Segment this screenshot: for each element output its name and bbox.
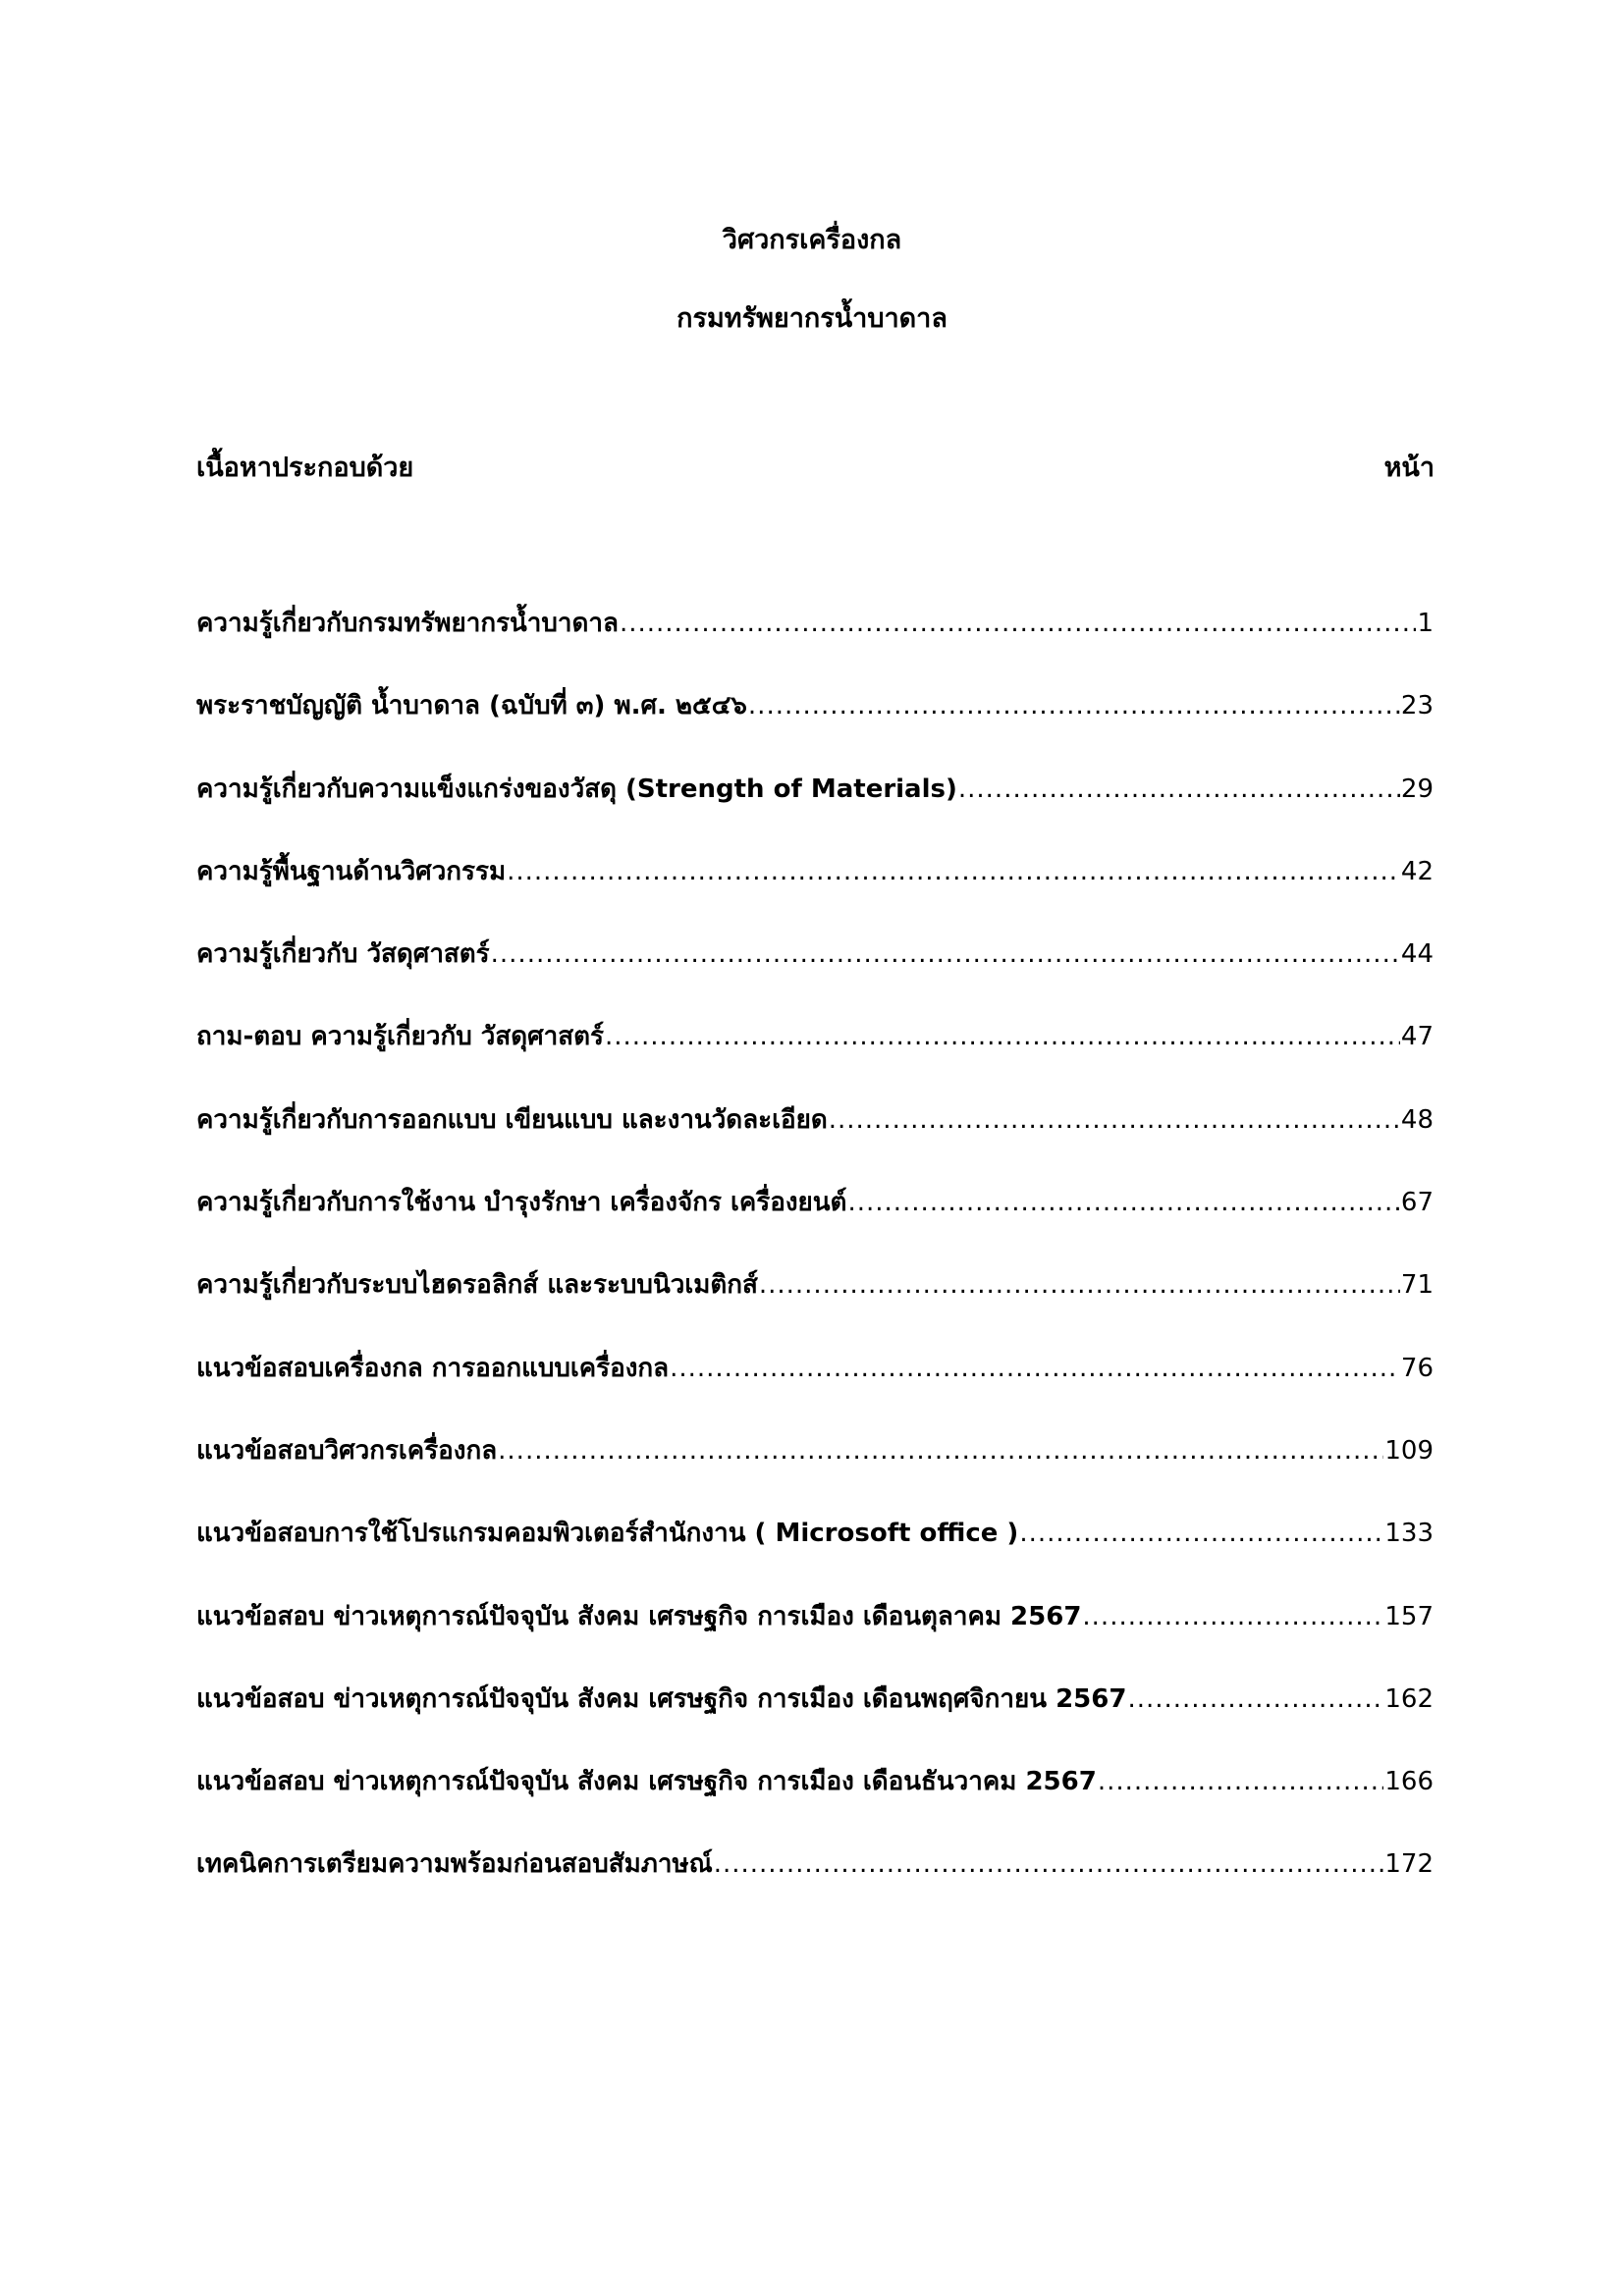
toc-entry-title: พระราชบัญญัติ น้ำบาดาล (ฉบับที่ ๓) พ.ศ. ๒๕๔๖	[196, 691, 747, 721]
dot-leader	[507, 857, 1400, 886]
document-title: วิศวกรเครื่องกล	[722, 225, 902, 255]
toc-entry-page-number: 157	[1384, 1601, 1434, 1631]
dot-leader	[1127, 1684, 1383, 1714]
dot-leader	[670, 1354, 1400, 1383]
dot-leader	[714, 1849, 1384, 1879]
toc-entry-title: ความรู้พื้นฐานด้านวิศวกรรม	[196, 856, 507, 886]
toc-entry-page-number: 109	[1384, 1435, 1434, 1466]
toc-entry-title: ความรู้เกี่ยวกับกรมทรัพยากรน้ำบาดาล	[196, 609, 619, 638]
page-column-heading: หน้า	[1383, 453, 1435, 483]
dot-leader	[605, 1022, 1400, 1051]
toc-entry[interactable]	[196, 1596, 1434, 1679]
toc-entry-page-number: 42	[1400, 856, 1434, 886]
toc-entry-page-number: 29	[1400, 774, 1434, 804]
dot-leader	[498, 1436, 1383, 1466]
toc-entry[interactable]	[196, 603, 1434, 685]
toc-entry[interactable]	[196, 1348, 1434, 1430]
toc-entry-page-number: 76	[1400, 1353, 1434, 1383]
toc-entry-page-number: 67	[1400, 1188, 1434, 1218]
toc-entry[interactable]	[196, 1761, 1434, 1843]
toc-entry-page-number: 172	[1384, 1849, 1434, 1880]
toc-entry[interactable]	[196, 685, 1434, 768]
toc-entry-page-number: 1	[1417, 609, 1434, 638]
dot-leader	[1019, 1519, 1383, 1548]
toc-entry-title: แนวข้อสอบการใช้โปรแกรมคอมพิวเตอร์สำนักงาน ( Microsoft office )	[196, 1519, 1019, 1549]
toc-entry-title: แนวข้อสอบวิศวกรเครื่องกล	[196, 1435, 498, 1466]
document-subtitle: กรมทรัพยากรน้ำบาดาล	[677, 303, 947, 334]
toc-entry-title: เทคนิคการเตรียมความพร้อมก่อนสอบสัมภาษณ์	[196, 1849, 713, 1880]
dot-leader	[829, 1105, 1400, 1135]
toc-entry[interactable]	[196, 1430, 1434, 1513]
toc-entry-page-number: 47	[1400, 1022, 1434, 1052]
toc-entry-title: ความรู้เกี่ยวกับการใช้งาน บำรุงรักษา เครื่องจักร เครื่องยนต์	[196, 1188, 847, 1218]
toc-entry-page-number: 166	[1384, 1767, 1434, 1797]
toc-entry[interactable]	[196, 769, 1434, 851]
toc-entry[interactable]	[196, 1182, 1434, 1264]
dot-leader	[620, 609, 1417, 638]
toc-entry[interactable]	[196, 1679, 1434, 1761]
toc-entry[interactable]	[196, 1016, 1434, 1098]
toc-entry[interactable]	[196, 1843, 1434, 1926]
toc-entry-title: ความรู้เกี่ยวกับความแข็งแกร่งของวัสดุ (Strength of Materials)	[196, 774, 957, 804]
contents-heading: เนื้อหาประกอบด้วย	[196, 453, 414, 483]
dot-leader	[748, 691, 1400, 721]
dot-leader	[759, 1270, 1400, 1300]
toc-entry-title: ความรู้เกี่ยวกับ วัสดุศาสตร์	[196, 939, 490, 970]
dot-leader	[491, 939, 1400, 969]
toc-entry-title: ถาม-ตอบ ความรู้เกี่ยวกับ วัสดุศาสตร์	[196, 1022, 604, 1052]
toc-entry[interactable]	[196, 1513, 1434, 1595]
toc-entry[interactable]	[196, 851, 1434, 934]
toc-entry-title: แนวข้อสอบ ข่าวเหตุการณ์ปัจจุบัน สังคม เศรษฐกิจ การเมือง เดือนธันวาคม 2567	[196, 1767, 1097, 1797]
toc-entry[interactable]	[196, 934, 1434, 1016]
dot-leader	[847, 1188, 1399, 1217]
dot-leader	[1082, 1602, 1383, 1631]
toc-entry-page-number: 71	[1400, 1270, 1434, 1301]
dot-leader	[1098, 1767, 1384, 1796]
toc-entry-page-number: 48	[1400, 1104, 1434, 1135]
toc-entry-page-number: 162	[1384, 1683, 1434, 1714]
toc-entry-title: แนวข้อสอบ ข่าวเหตุการณ์ปัจจุบัน สังคม เศรษฐกิจ การเมือง เดือนพฤศจิกายน 2567	[196, 1683, 1127, 1714]
toc-entry-title: ความรู้เกี่ยวกับระบบไฮดรอลิกส์ และระบบนิวเมติกส์	[196, 1270, 758, 1301]
table-of-contents	[196, 603, 1434, 1927]
toc-entry-page-number: 23	[1400, 691, 1434, 721]
toc-entry-title: แนวข้อสอบเครื่องกล การออกแบบเครื่องกล	[196, 1353, 670, 1383]
toc-entry-title: แนวข้อสอบ ข่าวเหตุการณ์ปัจจุบัน สังคม เศรษฐกิจ การเมือง เดือนตุลาคม 2567	[196, 1601, 1082, 1631]
toc-entry[interactable]	[196, 1099, 1434, 1182]
toc-entry-page-number: 133	[1384, 1519, 1434, 1549]
dot-leader	[958, 774, 1400, 804]
toc-entry[interactable]	[196, 1264, 1434, 1347]
toc-entry-page-number: 44	[1400, 939, 1434, 970]
toc-entry-title: ความรู้เกี่ยวกับการออกแบบ เขียนแบบ และงานวัดละเอียด	[196, 1104, 828, 1135]
